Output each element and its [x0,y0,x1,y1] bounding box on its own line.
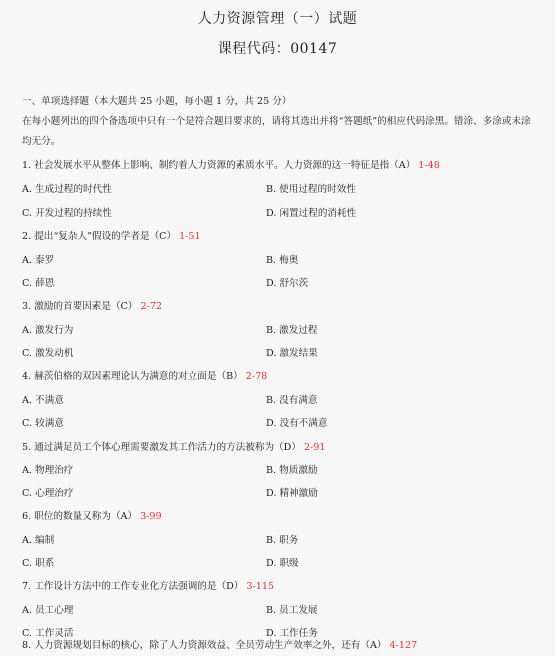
question-7 [22,579,536,595]
section-instruction: 在每小题列出的四个备选项中只有一个是符合题目要求的，请将其选出并将“答题纸”的相应代码涂黑。错涂、多涂或未涂均无分。 [22,116,531,147]
question-1-options-row-2 [22,206,536,222]
option-b: B. 激发过程 [266,325,318,336]
question-6-options-row-1 [22,533,536,549]
question-text: 2. 提出“复杂人”假设的学者是（C） [22,231,177,242]
question-ref: 4-127 [389,640,418,651]
course-code: 课程代码：00147 [217,41,338,57]
option-a: A. 激发行为 [22,325,74,336]
question-3 [22,299,536,315]
question-ref: 2-78 [245,371,268,382]
question-text: 3. 激励的首要因素是（C） [22,301,138,312]
option-b: B. 梅奥 [266,255,299,266]
question-4 [22,369,536,385]
option-c: C. 心理治疗 [22,488,74,499]
option-c: C. 激发动机 [22,348,74,359]
option-d: D. 激发结果 [266,348,318,359]
option-a: A. 生成过程的时代性 [22,184,112,195]
question-4-options-row-2 [22,416,536,432]
question-3-options-row-2 [22,346,536,362]
question-1 [22,158,536,174]
question-1-options-row-1 [22,182,536,198]
option-d: D. 精神激励 [266,488,318,499]
option-a: A. 编制 [22,535,55,546]
question-ref: 3-99 [140,511,162,522]
question-text: 1. 社会发展水平从整体上影响、制约着人力资源的素质水平。人力资源的这一特征是指（A） [22,160,416,171]
question-text: 7. 工作设计方法中的工作专业化方法强调的是（D） [22,581,244,592]
section-heading: 一、单项选择题（本大题共 25 小题，每小题 1 分，共 25 分） [22,96,292,107]
question-text: 4. 赫茨伯格的双因素理论认为满意的对立面是（B） [22,371,243,382]
exam-title: 人力资源管理（一）试题 [197,11,358,27]
question-6-options-row-2 [22,556,536,572]
question-5-options-row-2 [22,486,536,502]
option-b: B. 员工发展 [266,605,318,616]
option-c: C. 工作灵活 [22,628,74,639]
question-5 [22,440,536,456]
question-3-options-row-1 [22,323,536,339]
question-6 [22,509,536,525]
option-d: D. 工作任务 [266,628,318,639]
question-text: 6. 职位的数量又称为（A） [22,511,138,522]
option-a: A. 物理治疗 [22,465,74,476]
option-c: C. 薛恩 [22,278,55,289]
option-a: A. 不满意 [22,395,64,406]
option-a: A. 泰罗 [22,255,55,266]
option-b: B. 物质激励 [266,465,318,476]
option-d: D. 没有不满意 [266,418,328,429]
option-d: D. 闲置过程的消耗性 [266,208,357,219]
question-4-options-row-1 [22,393,536,409]
option-b: B. 使用过程的时效性 [266,184,356,195]
question-ref: 2-91 [303,442,326,453]
option-a: A. 员工心理 [22,605,74,616]
question-2-options-row-1 [22,253,536,269]
question-8 [22,638,536,654]
question-ref: 2-72 [140,301,163,312]
option-b: B. 没有满意 [266,395,318,406]
question-ref: 1-51 [179,231,201,242]
question-2-options-row-2 [22,276,536,292]
option-d: D. 舒尔茨 [266,278,309,289]
question-ref: 3-115 [246,581,275,592]
option-b: B. 职务 [266,535,299,546]
question-text: 8. 人力资源规划目标的核心，除了人力资源效益、全员劳动生产效率之外，还有（A） [22,640,387,651]
option-c: C. 开发过程的持续性 [22,208,112,219]
question-5-options-row-1 [22,463,536,479]
option-c: C. 职系 [22,558,55,569]
question-2 [22,229,536,245]
question-ref: 1-48 [418,160,440,171]
question-7-options-row-1 [22,603,536,619]
question-text: 5. 通过满足员工个体心理需要激发其工作活力的方法被称为（D） [22,442,301,453]
option-d: D. 职级 [266,558,299,569]
option-c: C. 较满意 [22,418,64,429]
